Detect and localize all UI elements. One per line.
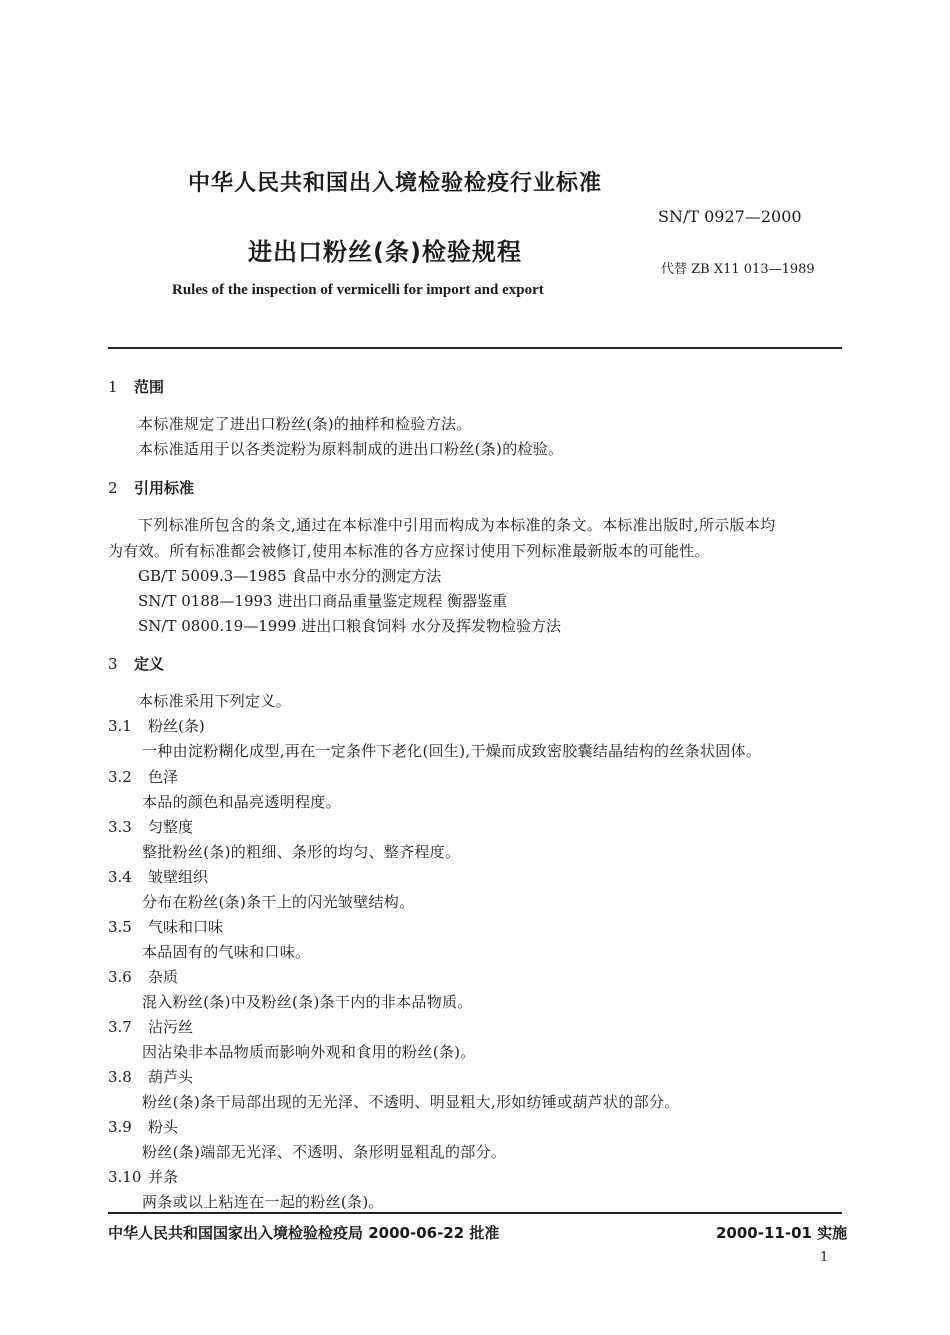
definition-number: 3.3 bbox=[108, 818, 132, 836]
definition-heading bbox=[108, 816, 193, 837]
definition-term: 皱壁组织 bbox=[148, 868, 209, 886]
definition-description: 分布在粉丝(条)条干上的闪光皱壁结构。 bbox=[142, 893, 415, 911]
definition-description: 粉丝(条)端部无光泽、不透明、条形明显粗乱的部分。 bbox=[142, 1143, 507, 1161]
header-organization: 中华人民共和国出入境检验检疫行业标准 bbox=[188, 171, 603, 196]
definition-term: 并条 bbox=[148, 1168, 179, 1186]
definition-heading bbox=[108, 916, 223, 937]
approval-line: 中华人民共和国国家出入境检验检疫局 2000-06-22 批准 bbox=[108, 1224, 500, 1242]
section-3-heading bbox=[108, 653, 164, 674]
definition-number: 3.8 bbox=[108, 1068, 132, 1086]
definition-number: 3.2 bbox=[108, 768, 132, 786]
definition-term: 匀整度 bbox=[148, 818, 194, 836]
definition-description: 因沾染非本品物质而影响外观和食用的粉丝(条)。 bbox=[142, 1043, 476, 1061]
definition-number: 3.10 bbox=[108, 1168, 142, 1186]
definition-number: 3.7 bbox=[108, 1018, 132, 1036]
definition-heading bbox=[108, 715, 205, 736]
section-title: 定义 bbox=[134, 655, 165, 673]
definition-term: 葫芦头 bbox=[148, 1068, 194, 1086]
standard-number: SN/T 0927—2000 bbox=[658, 207, 802, 226]
document-subtitle-english: Rules of the inspection of vermicelli for import and export bbox=[172, 282, 544, 298]
section-title: 引用标准 bbox=[134, 479, 195, 497]
definition-number: 3.5 bbox=[108, 918, 132, 936]
definition-description: 本品的颜色和晶亮透明程度。 bbox=[142, 793, 341, 811]
implementation-date: 2000-11-01 实施 bbox=[716, 1224, 848, 1242]
section-2-heading bbox=[108, 477, 194, 498]
definition-number: 3.6 bbox=[108, 968, 132, 986]
header-divider bbox=[108, 347, 842, 349]
section-1-paragraph-1: 本标准规定了进出口粉丝(条)的抽样和检验方法。 bbox=[138, 415, 472, 433]
section-3-intro: 本标准采用下列定义。 bbox=[138, 692, 292, 710]
definition-description: 一种由淀粉糊化成型,再在一定条件下老化(回生),干燥而成致密胶囊结晶结构的丝条状固体。 bbox=[142, 742, 762, 760]
definition-heading bbox=[108, 1116, 178, 1137]
section-number: 2 bbox=[108, 479, 118, 497]
section-1-paragraph-2: 本标准适用于以各类淀粉为原料制成的进出口粉丝(条)的检验。 bbox=[138, 440, 564, 458]
section-1-heading bbox=[108, 376, 164, 397]
section-number: 3 bbox=[108, 655, 118, 673]
definition-heading bbox=[108, 1066, 193, 1087]
reference-standard-item: SN/T 0800.19—1999 进出口粮食饲料 水分及挥发物检验方法 bbox=[138, 617, 561, 635]
section-title: 范围 bbox=[134, 378, 165, 396]
page-number: 1 bbox=[820, 1250, 829, 1265]
definition-heading bbox=[108, 866, 208, 887]
definition-description: 粉丝(条)条干局部出现的无光泽、不透明、明显粗大,形如纺锤或葫芦状的部分。 bbox=[142, 1093, 680, 1111]
definition-number: 3.1 bbox=[108, 717, 132, 735]
definition-description: 混入粉丝(条)中及粉丝(条)条干内的非本品物质。 bbox=[142, 993, 473, 1011]
definition-heading bbox=[108, 1166, 178, 1187]
section-number: 1 bbox=[108, 378, 118, 396]
footer-divider bbox=[108, 1212, 842, 1214]
definition-number: 3.4 bbox=[108, 868, 132, 886]
definition-term: 粉头 bbox=[148, 1118, 179, 1136]
reference-standard-item: SN/T 0188—1993 进出口商品重量鉴定规程 衡器鉴重 bbox=[138, 592, 508, 610]
replaces-standard: 代替 ZB X11 013—1989 bbox=[661, 262, 815, 277]
document-title: 进出口粉丝(条)检验规程 bbox=[248, 238, 522, 266]
definition-term: 气味和口味 bbox=[148, 918, 224, 936]
definition-heading bbox=[108, 766, 178, 787]
definition-term: 粉丝(条) bbox=[148, 717, 205, 735]
definition-heading bbox=[108, 966, 178, 987]
definition-term: 色泽 bbox=[148, 768, 179, 786]
definition-number: 3.9 bbox=[108, 1118, 132, 1136]
definition-heading bbox=[108, 1016, 193, 1037]
section-2-paragraph-line-1: 下列标准所包含的条文,通过在本标准中引用而构成为本标准的条文。本标准出版时,所示版本均 bbox=[138, 516, 776, 534]
definition-term: 杂质 bbox=[148, 968, 179, 986]
definition-description: 整批粉丝(条)的粗细、条形的均匀、整齐程度。 bbox=[142, 843, 461, 861]
definition-term: 沾污丝 bbox=[148, 1018, 194, 1036]
reference-standard-item: GB/T 5009.3—1985 食品中水分的测定方法 bbox=[138, 567, 442, 585]
definition-description: 本品固有的气味和口味。 bbox=[142, 943, 311, 961]
definition-description: 两条或以上粘连在一起的粉丝(条)。 bbox=[142, 1193, 384, 1211]
section-2-paragraph-line-2: 为有效。所有标准都会被修订,使用本标准的各方应探讨使用下列标准最新版本的可能性。 bbox=[108, 542, 710, 560]
